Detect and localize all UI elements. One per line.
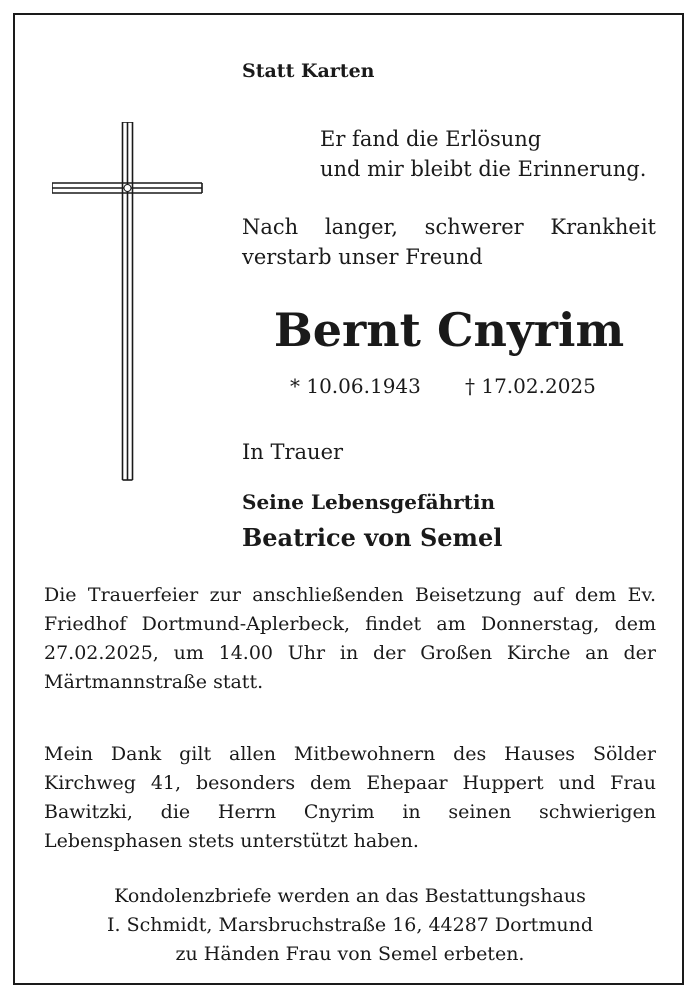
mourner-relation: Seine Lebensgefährtin <box>242 490 496 514</box>
condolence-line-3: zu Händen Frau von Semel erbeten. <box>175 943 525 965</box>
deceased-name: Bernt Cnyrim <box>273 303 625 357</box>
condolence-note <box>44 882 656 969</box>
thanks-paragraph: Mein Dank gilt allen Mitbewohnern des Hauses Sölder Kirchweg 41, besonders dem Ehepaar Huppert und Frau Bawitzki, die Herrn Cnyrim in seinen schwierigen Lebensphasen stets unterstützt haben. <box>44 743 656 852</box>
motto <box>320 124 646 184</box>
death-date: † 17.02.2025 <box>465 374 596 398</box>
condolence-line-2: I. Schmidt, Marsbruchstraße 16, 44287 Dortmund <box>107 914 593 936</box>
intro-text: Nach langer, schwerer Krankheit verstarb unser Freund <box>242 215 656 269</box>
motto-line-1: Er fand die Erlösung <box>320 127 542 151</box>
in-trauer-label: In Trauer <box>242 440 344 464</box>
cross-icon <box>52 122 204 482</box>
funeral-notice: Die Trauerfeier zur anschließenden Beisetzung auf dem Ev. Friedhof Dortmund-Aplerbeck, findet am Donnerstag, dem 27.02.2025, um 14.00 Uhr in der Großen Kirche an der Märtmannstraße statt. <box>44 584 656 693</box>
condolence-line-1: Kondolenzbriefe werden an das Bestattungshaus <box>114 885 586 907</box>
mourner-name: Beatrice von Semel <box>242 523 503 552</box>
statt-karten-label: Statt Karten <box>242 60 375 82</box>
motto-line-2: und mir bleibt die Erinnerung. <box>320 157 647 181</box>
birth-date: * 10.06.1943 <box>290 374 421 398</box>
